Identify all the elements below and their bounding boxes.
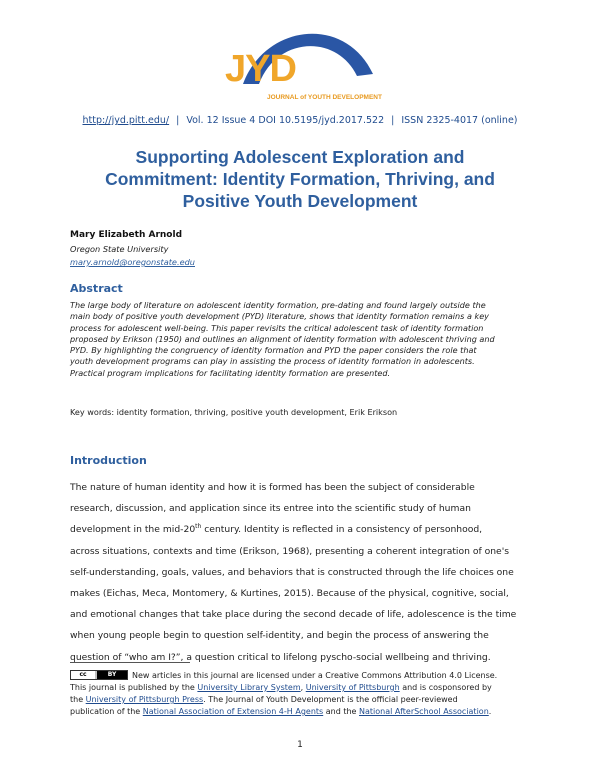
footer-divider bbox=[70, 662, 190, 663]
citation-line: http://jyd.pitt.edu/ | Vol. 12 Issue 4 DOI 10.5195/jyd.2017.522 | ISSN 2325-4017 (online) bbox=[82, 115, 518, 126]
keywords: Key words: identity formation, thriving, positive youth development, Erik Erikson bbox=[70, 407, 398, 417]
abstract-body: The large body of literature on adolescent identity formation, pre-dating and found largely outside the main body of positive youth development (PYD) literature, shows that identity formation remains a key process for adolescent well-being. This paper revisits the critical adolescent task of identity formation proposed by Erikson (1950) and outlines an alignment of identity formation with adolescent thriving and PYD. By highlighting the congruency of identity formation and PYD the paper considers the role that youth development programs can play in assisting the process of identity formation in adolescents. Practical program implications for facilitating identity formation are presented. bbox=[70, 300, 495, 378]
cc-by-license-icon[interactable]: cc BY bbox=[70, 670, 128, 680]
article-title: Supporting Adolescent Exploration and Commitment: Identity Formation, Thriving, and Positive Youth Development bbox=[105, 147, 495, 211]
nae4ha-link[interactable]: National Association of Extension 4-H Agents bbox=[142, 707, 324, 716]
issue: Issue 4 bbox=[221, 115, 256, 126]
doi: DOI 10.5195/jyd.2017.522 bbox=[258, 115, 385, 126]
journal-logo bbox=[225, 14, 382, 104]
author-email-link[interactable]: mary.arnold@oregonstate.edu bbox=[70, 257, 195, 267]
license-text: New articles in this journal are licensed under a Creative Commons Attribution 4.0 License. bbox=[132, 671, 498, 680]
journal-url-link[interactable]: http://jyd.pitt.edu/ bbox=[82, 115, 170, 126]
page-number: 1 bbox=[297, 740, 303, 750]
pitt-press-link[interactable]: University of Pittsburgh Press bbox=[85, 695, 204, 704]
introduction-body: The nature of human identity and how it is formed has been the subject of considerable research, discussion, and application since its entree into the scientific study of human development in the mid-20th century. Identity is reflected in a consistency of personhood, across situations, contexts and time (Erikson, 1968), presenting a coherent integration of one's self-understanding, goals, values, and behaviors that is constructed through the life choices one makes (Eichas, Meca, Montomery, & Kurtines, 2015). Because of the physical, cognitive, social, and emotional changes that take place during the second decade of life, adolescence is the time when young people begin to question self-identity, and begin the process of answering the question of “who am I?”, a question critical to lifelong pyscho-social wellbeing and thriving. bbox=[70, 482, 517, 663]
logo-letters: JYD bbox=[225, 48, 296, 90]
uls-link[interactable]: University Library System bbox=[197, 683, 301, 692]
author-affiliation: Oregon State University bbox=[70, 244, 169, 254]
pitt-link[interactable]: University of Pittsburgh bbox=[305, 683, 400, 692]
introduction-heading: Introduction bbox=[70, 454, 147, 467]
footer-notice: cc BY New articles in this journal are licensed under a Creative Commons Attribution 4.0 License. This journal is published by the University Library System, University of Pittsburgh and is cosponsored by the University of Pittsburgh Press. The Journal of Youth Development is the official peer-reviewed publication of the National Association of Extension 4-H Agents and the National AfterSchool Association. bbox=[70, 671, 498, 716]
issn: ISSN 2325-4017 (online) bbox=[401, 115, 518, 126]
author-name: Mary Elizabeth Arnold bbox=[70, 230, 183, 240]
logo-subtitle: JOURNAL of YOUTH DEVELOPMENT bbox=[267, 94, 382, 101]
volume: Vol. 12 bbox=[186, 115, 219, 126]
abstract-heading: Abstract bbox=[70, 282, 123, 295]
naa-link[interactable]: National AfterSchool Association bbox=[359, 707, 489, 716]
